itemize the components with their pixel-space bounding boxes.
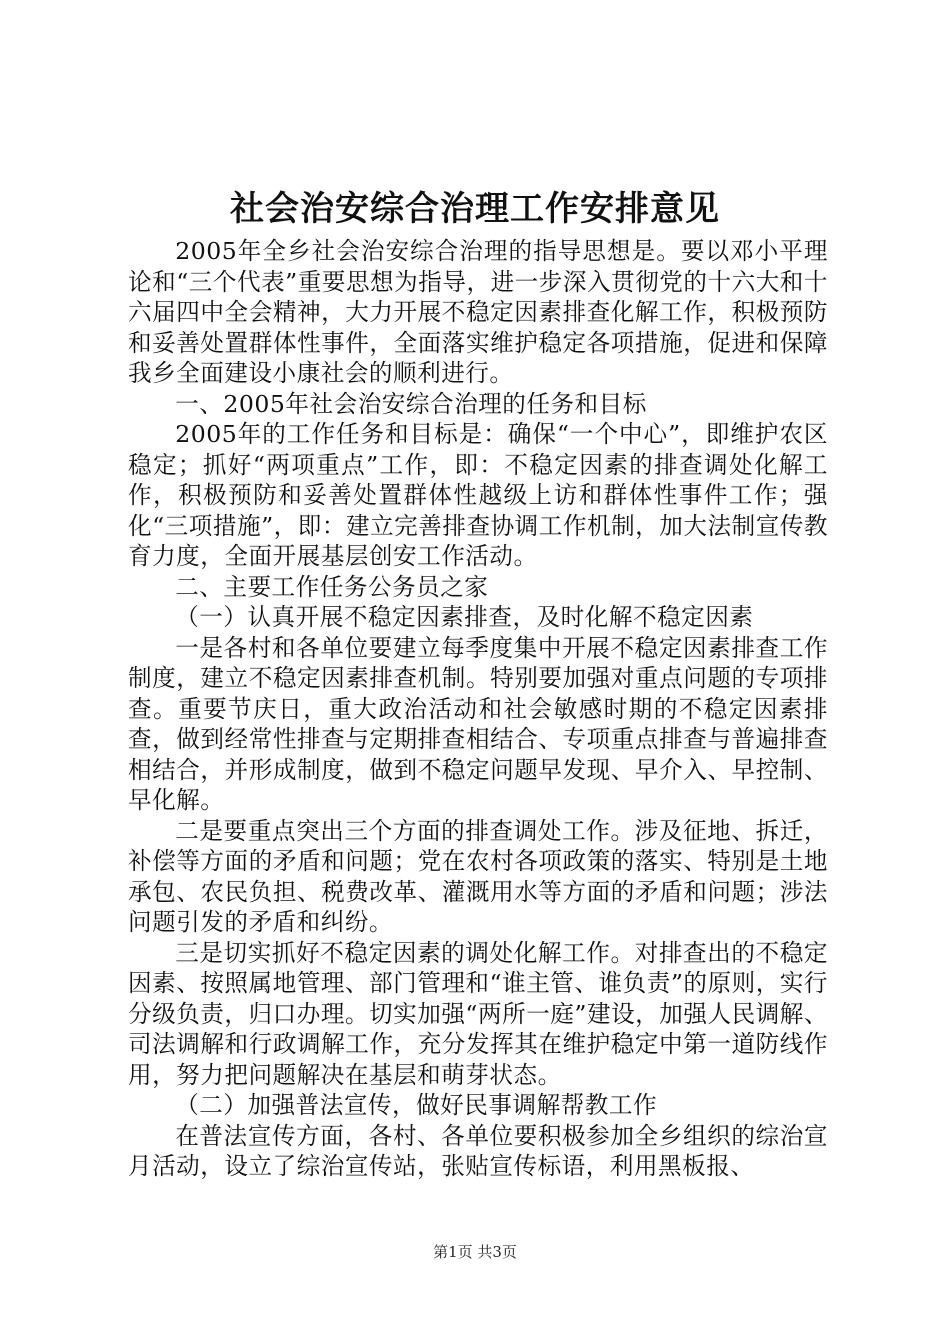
subsection-heading-2: （二）加强普法宣传，做好民事调解帮教工作 bbox=[175, 1091, 658, 1119]
paragraph-legal-publicity: 在普法宣传方面，各村、各单位要积极参加全乡组织的综治宣月活动，设立了综治宣传站，张贴宣传标语，利用黑板报、 bbox=[128, 1121, 828, 1180]
paragraph-item-1: 一是各村和各单位要建立每季度集中开展不稳定因素排查工作制度，建立不稳定因素排查机制。特别要加强对重点问题的专项排查。重要节庆日，重大政治活动和社会敏感时期的不稳定因素排查，做到经常性排查与定期排查相结合、专项重点排查与普遍排查相结合，并形成制度，做到不稳定问题早发现、早介入、早控制、早化解。 bbox=[128, 633, 828, 814]
document-body bbox=[128, 236, 828, 1182]
page-footer: 第1页 共3页 bbox=[433, 1243, 517, 1261]
paragraph-guiding-thought: 2005年全乡社会治安综合治理的指导思想是。要以邓小平理论和“三个代表”重要思想为指导，进一步深入贯彻党的十六大和十六届四中全会精神，大力开展不稳定因素排查化解工作，积极预防和妥善处置群体性事件，全面落实维护稳定各项措施，促进和保障我乡全面建设小康社会的顺利进行。 bbox=[128, 237, 828, 387]
paragraph-item-3: 三是切实抓好不稳定因素的调处化解工作。对排查出的不稳定因素、按照属地管理、部门管理和“谁主管、谁负责”的原则，实行分级负责，归口办理。切实加强“两所一庭”建设，加强人民调解、司法调解和行政调解工作，充分发挥其在维护稳定中第一道防线作用，努力把问题解决在基层和萌芽状态。 bbox=[128, 938, 828, 1089]
section-heading-1: 一、2005年社会治安综合治理的任务和目标 bbox=[175, 389, 647, 418]
paragraph-tasks-goals: 2005年的工作任务和目标是：确保“一个中心”，即维护农区稳定；抓好“两项重点”工作，即：不稳定因素的排查调处化解工作，积极预防和妥善处置群体性越级上访和群体性事件工作；强化“三项措施”，即：建立完善排查协调工作机制，加大法制宣传教育力度，全面开展基层创安工作活动。 bbox=[128, 420, 828, 570]
paragraph-item-2: 二是要重点突出三个方面的排查调处工作。涉及征地、拆迁，补偿等方面的矛盾和问题；党在农村各项政策的落实、特别是土地承包、农民负担、税费改革、灌溉用水等方面的矛盾和问题；涉法问题引发的矛盾和纠纷。 bbox=[128, 816, 828, 936]
subsection-heading-1: （一）认真开展不稳定因素排查，及时化解不稳定因素 bbox=[175, 603, 754, 631]
document-title: 社会治安综合治理工作安排意见 bbox=[230, 189, 720, 229]
section-heading-2: 二、主要工作任务公务员之家 bbox=[175, 572, 489, 601]
